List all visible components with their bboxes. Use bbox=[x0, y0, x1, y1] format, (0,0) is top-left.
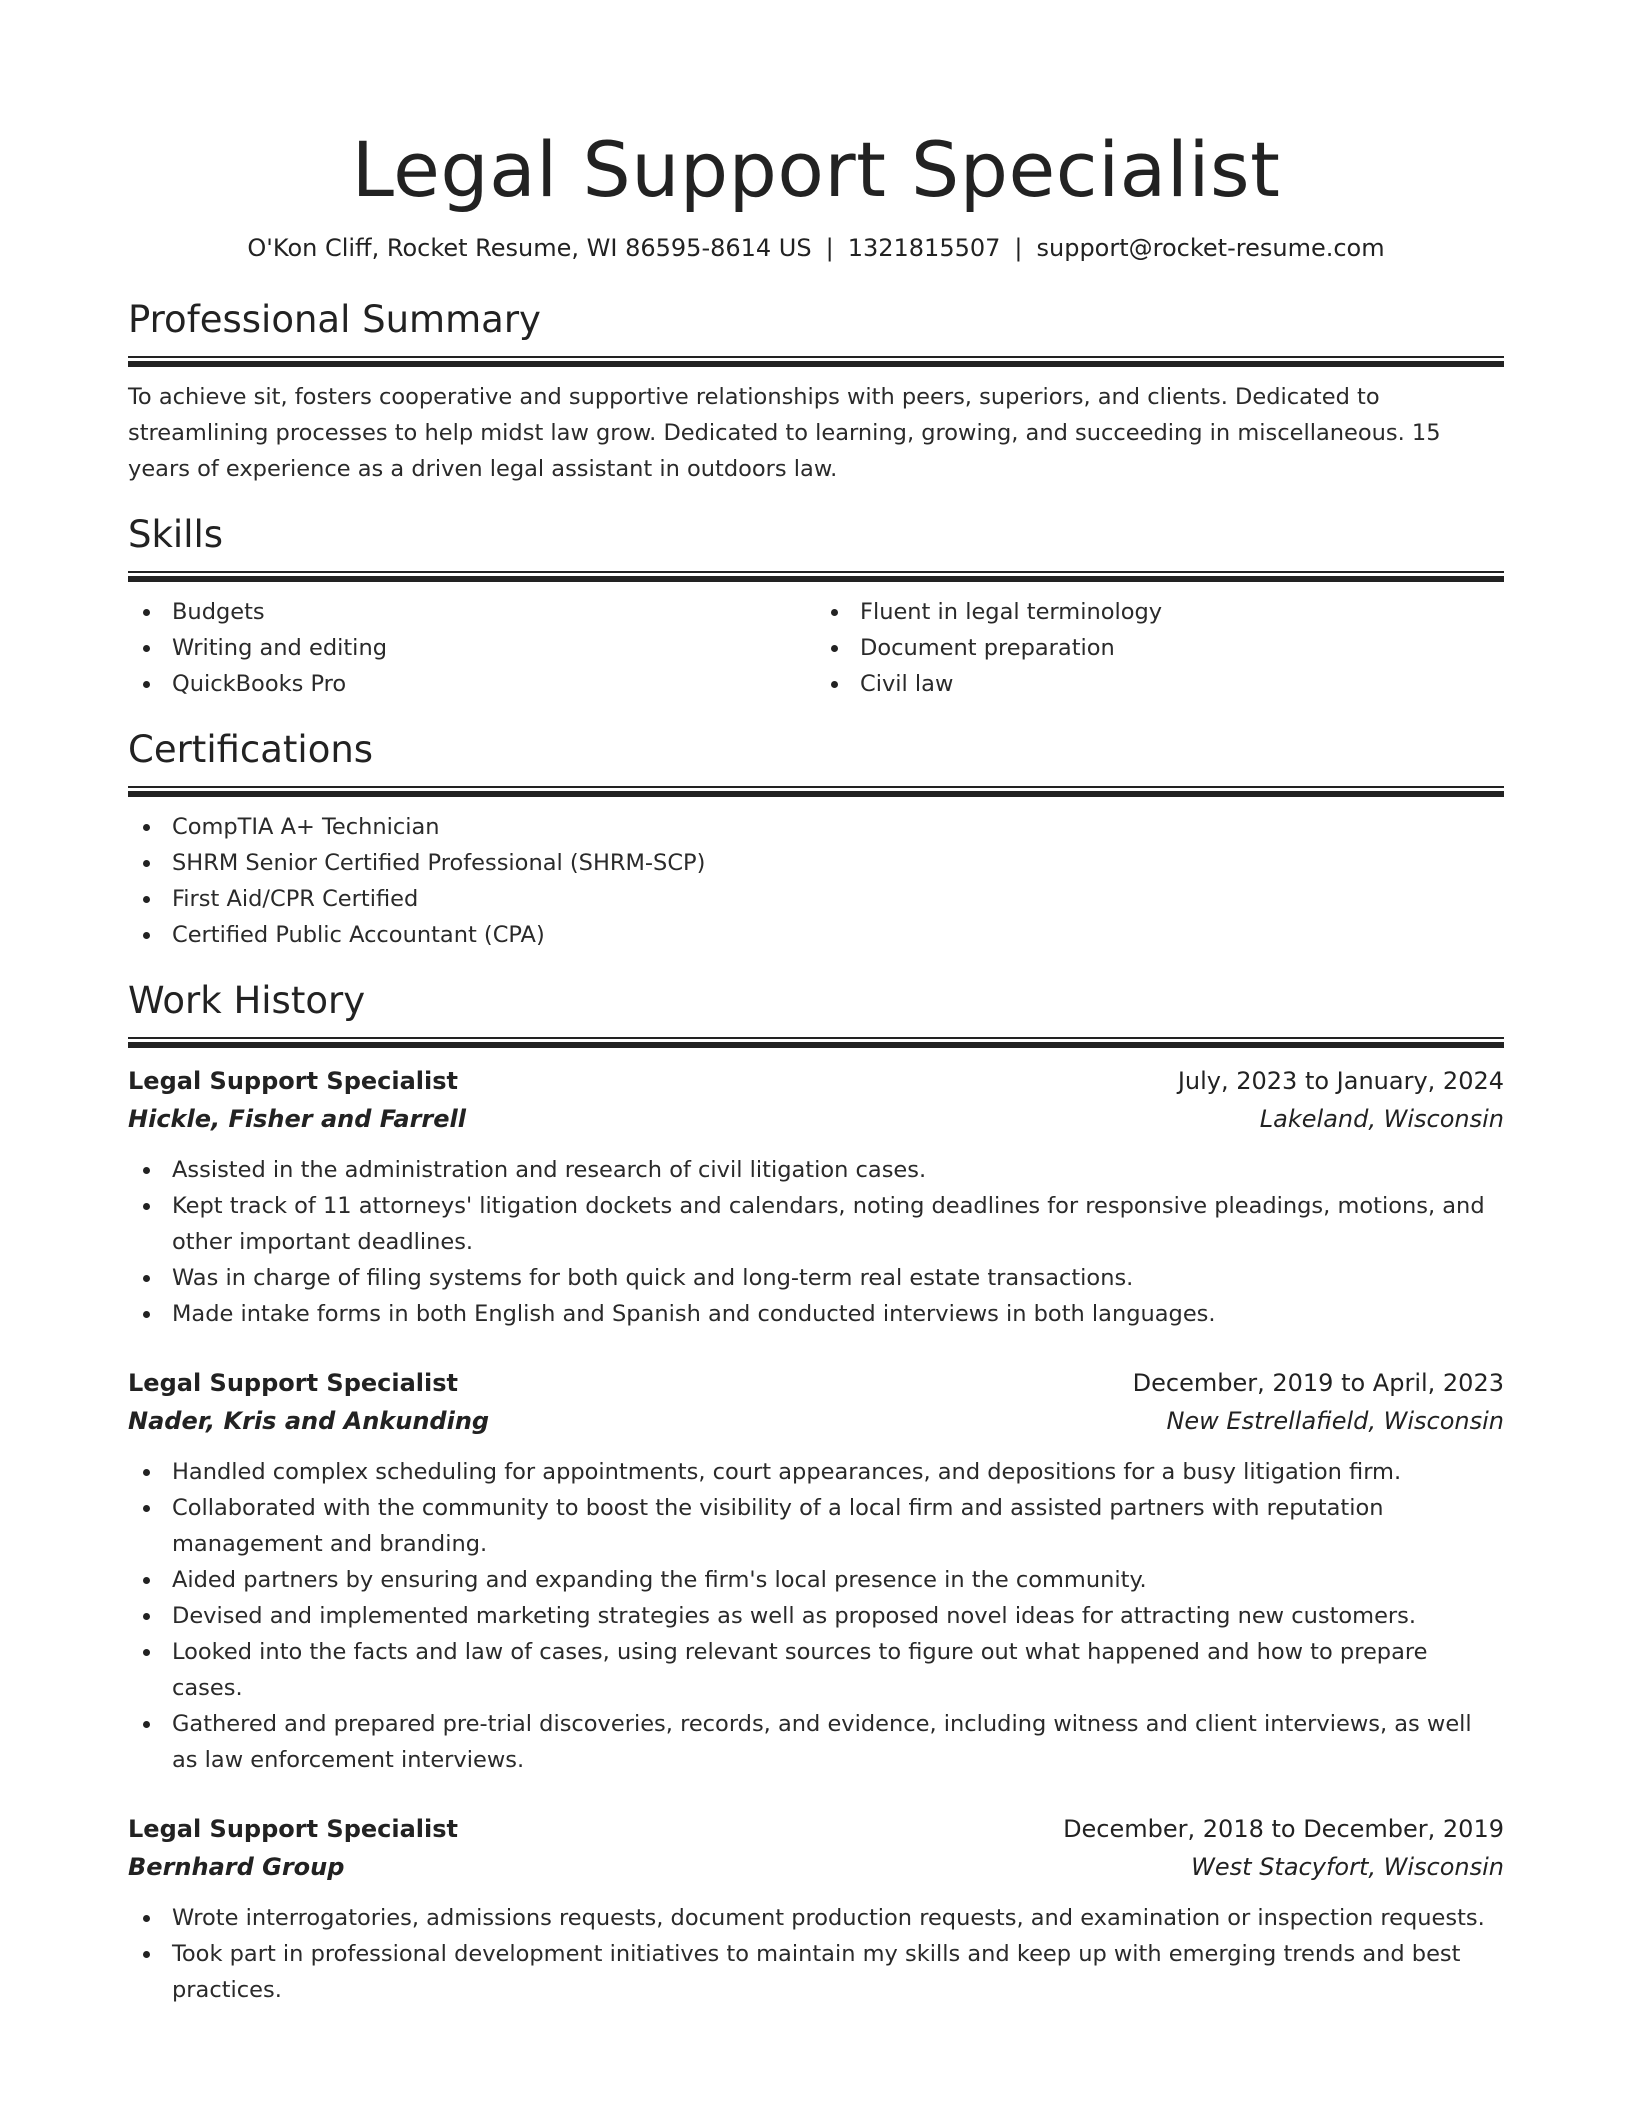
contact-separator: | bbox=[1014, 234, 1023, 262]
skills-list-left bbox=[128, 594, 816, 702]
job-bullet: Made intake forms in both English and Spanish and conducted interviews in both languages. bbox=[172, 1296, 1504, 1332]
job-subheader bbox=[128, 1100, 1504, 1138]
job-bullet: Was in charge of filing systems for both quick and long-term real estate transactions. bbox=[172, 1260, 1504, 1296]
section-divider bbox=[128, 1037, 1504, 1048]
job-bullet: Aided partners by ensuring and expanding the firm's local presence in the community. bbox=[172, 1562, 1504, 1598]
job-title: Legal Support Specialist bbox=[128, 1369, 459, 1397]
summary-text: To achieve sit, fosters cooperative and supportive relationships with peers, superiors, and clients. Dedicated to streamlining processes to help midst law grow. Dedicated to learning, growing, and succeeding in miscellaneous. 15 years of experience as a driven legal assistant in outdoors law. bbox=[128, 384, 1441, 482]
job-subheader bbox=[128, 1402, 1504, 1440]
job-entry bbox=[128, 1810, 1504, 2008]
work-history-section bbox=[128, 977, 1504, 2008]
certification-item: CompTIA A+ Technician bbox=[172, 809, 1504, 845]
job-entry bbox=[128, 1062, 1504, 1332]
job-header bbox=[128, 1810, 1504, 1848]
resume-title: Legal Support Specialist bbox=[351, 125, 1281, 214]
job-company: Hickle, Fisher and Farrell bbox=[128, 1105, 466, 1133]
job-dates: July, 2023 to January, 2024 bbox=[1177, 1067, 1504, 1095]
job-bullet: Collaborated with the community to boost the visibility of a local firm and assisted partners with reputation management and branding. bbox=[172, 1490, 1504, 1562]
skill-item: Budgets bbox=[172, 594, 816, 630]
job-header bbox=[128, 1364, 1504, 1402]
skill-item: Fluent in legal terminology bbox=[860, 594, 1504, 630]
certifications-section bbox=[128, 726, 1504, 953]
job-company: Nader, Kris and Ankunding bbox=[128, 1407, 490, 1435]
work-history-heading: Work History bbox=[128, 979, 366, 1022]
certification-item: SHRM Senior Certified Professional (SHRM-SCP) bbox=[172, 845, 1504, 881]
skill-item: Document preparation bbox=[860, 630, 1504, 666]
summary-section bbox=[128, 296, 1504, 487]
job-location: New Estrellafield, Wisconsin bbox=[1166, 1407, 1504, 1435]
job-bullet: Handled complex scheduling for appointments, court appearances, and depositions for a busy litigation firm. bbox=[172, 1454, 1504, 1490]
summary-heading: Professional Summary bbox=[128, 298, 541, 341]
job-subheader bbox=[128, 1848, 1504, 1886]
skill-item: QuickBooks Pro bbox=[172, 666, 816, 702]
skill-item: Civil law bbox=[860, 666, 1504, 702]
job-bullet: Kept track of 11 attorneys' litigation dockets and calendars, noting deadlines for responsive pleadings, motions, and other important deadlines. bbox=[172, 1188, 1504, 1260]
job-header bbox=[128, 1062, 1504, 1100]
certification-item: First Aid/CPR Certified bbox=[172, 881, 1504, 917]
job-bullet: Gathered and prepared pre-trial discoveries, records, and evidence, including witness and client interviews, as well as law enforcement interviews. bbox=[172, 1706, 1504, 1778]
contact-address: O'Kon Cliff, Rocket Resume, WI 86595-8614 US bbox=[247, 234, 812, 262]
contact-separator: | bbox=[825, 234, 834, 262]
skills-heading: Skills bbox=[128, 513, 224, 556]
job-company: Bernhard Group bbox=[128, 1853, 345, 1881]
contact-phone: 1321815507 bbox=[847, 234, 1001, 262]
job-bullet: Looked into the facts and law of cases, using relevant sources to figure out what happened and how to prepare cases. bbox=[172, 1634, 1504, 1706]
contact-email: support@rocket-resume.com bbox=[1036, 234, 1385, 262]
job-bullet-list bbox=[128, 1152, 1504, 1332]
job-bullet-list bbox=[128, 1900, 1504, 2008]
job-bullet: Took part in professional development initiatives to maintain my skills and keep up with emerging trends and best practices. bbox=[172, 1936, 1504, 2008]
job-location: West Stacyfort, Wisconsin bbox=[1191, 1853, 1504, 1881]
skills-section bbox=[128, 511, 1504, 702]
section-divider bbox=[128, 786, 1504, 797]
job-bullet: Wrote interrogatories, admissions requests, document production requests, and examination or inspection requests. bbox=[172, 1900, 1504, 1936]
job-dates: December, 2018 to December, 2019 bbox=[1063, 1815, 1504, 1843]
certifications-heading: Certifications bbox=[128, 728, 374, 771]
job-title: Legal Support Specialist bbox=[128, 1067, 459, 1095]
skill-item: Writing and editing bbox=[172, 630, 816, 666]
certification-item: Certified Public Accountant (CPA) bbox=[172, 917, 1504, 953]
job-location: Lakeland, Wisconsin bbox=[1259, 1105, 1504, 1133]
job-title: Legal Support Specialist bbox=[128, 1815, 459, 1843]
contact-line bbox=[128, 230, 1504, 266]
skills-grid bbox=[128, 594, 1504, 702]
certifications-list bbox=[128, 809, 1504, 953]
job-entry bbox=[128, 1364, 1504, 1778]
job-bullet: Assisted in the administration and research of civil litigation cases. bbox=[172, 1152, 1504, 1188]
section-divider bbox=[128, 356, 1504, 367]
job-bullet: Devised and implemented marketing strategies as well as proposed novel ideas for attracting new customers. bbox=[172, 1598, 1504, 1634]
skills-list-right bbox=[816, 594, 1504, 702]
section-divider bbox=[128, 571, 1504, 582]
resume-page bbox=[128, 0, 1504, 2008]
job-bullet-list bbox=[128, 1454, 1504, 1778]
job-dates: December, 2019 to April, 2023 bbox=[1132, 1369, 1504, 1397]
